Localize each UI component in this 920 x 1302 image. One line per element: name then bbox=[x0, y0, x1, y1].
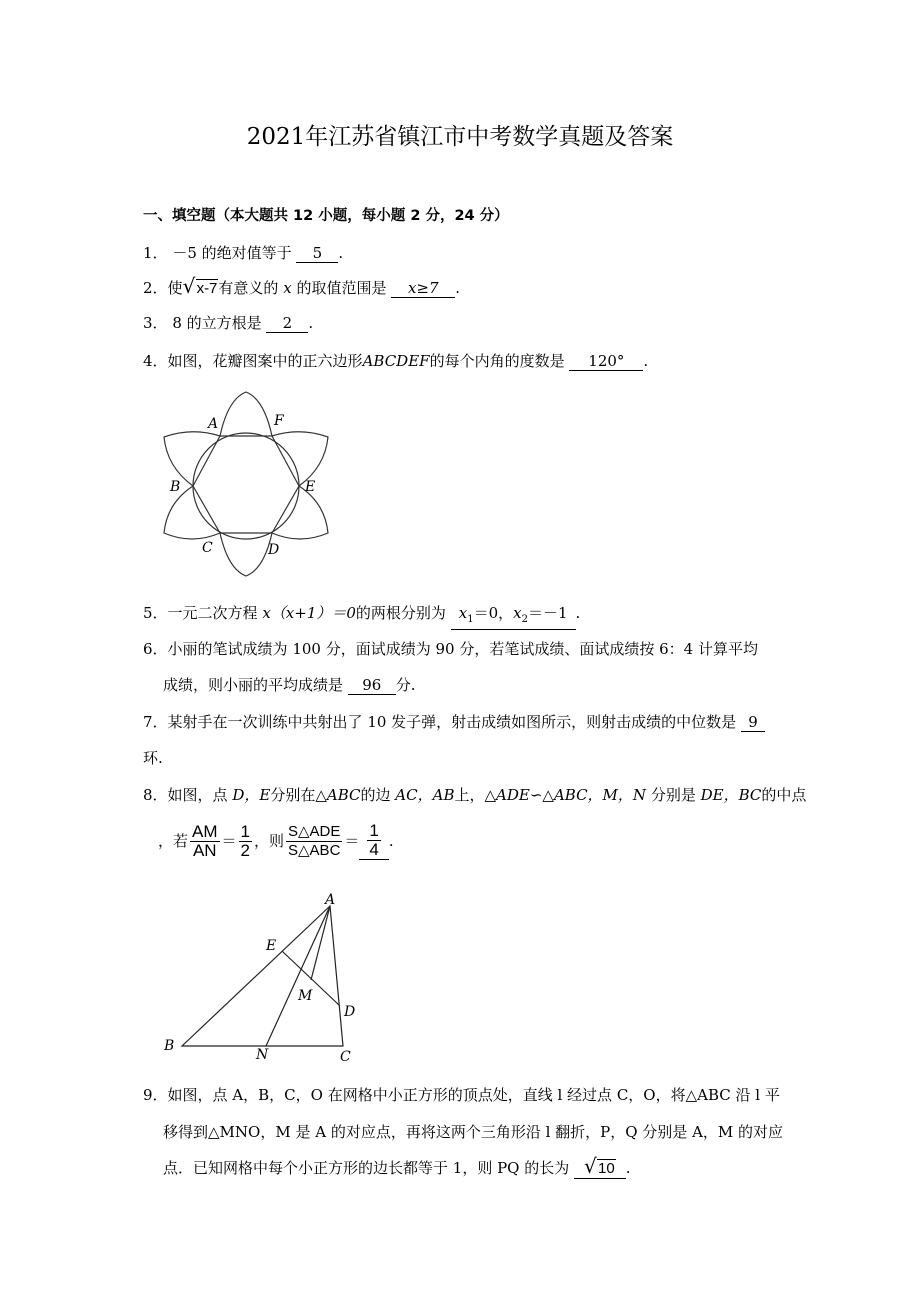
circle bbox=[193, 433, 299, 539]
q6-line1: 小丽的笔试成绩为 100 分，面试成绩为 90 分，若笔试成绩、面试成绩按 6：4 计算平均 bbox=[167, 640, 758, 658]
q5-equation: x（x+1）＝0 bbox=[262, 604, 356, 622]
q8-text-b: D，E bbox=[232, 786, 271, 804]
q2-mid: 有意义的 bbox=[218, 279, 279, 297]
q3-answer: 2 bbox=[266, 314, 308, 333]
question-1 bbox=[143, 243, 343, 263]
q9-line1: 如图，点 A，B，C，O 在网格中小正方形的顶点处，直线 l 经过点 C，O，将△ABC 沿 l 平 bbox=[167, 1086, 780, 1104]
figure-flower-hexagon bbox=[150, 385, 340, 580]
q5-number: 5． bbox=[143, 604, 168, 622]
petal-upper-right bbox=[272, 432, 328, 486]
q6-number: 6． bbox=[143, 640, 168, 658]
question-4 bbox=[143, 351, 648, 371]
q8-text-m: 的中点 bbox=[761, 786, 807, 804]
label-B: B bbox=[170, 479, 181, 495]
q5-ans1-val: ＝0， bbox=[473, 604, 514, 622]
frac-an: AN bbox=[192, 840, 217, 860]
q5-ans1-sub: 1 bbox=[467, 614, 474, 625]
segment-am bbox=[311, 906, 330, 980]
q9-answer bbox=[574, 1154, 626, 1179]
q3-end: . bbox=[308, 314, 314, 332]
q1-number: 1． bbox=[143, 244, 168, 262]
q1-text: －5 的绝对值等于 bbox=[172, 244, 292, 262]
hexagon bbox=[193, 436, 299, 533]
q8-answer bbox=[359, 822, 388, 860]
petal-upper-left bbox=[164, 432, 220, 486]
figure-triangle bbox=[158, 888, 368, 1068]
q9-line3-pre: 点．已知网格中每个小正方形的边长都等于 1，则 PQ 的长为 bbox=[163, 1159, 570, 1177]
q5-ans1-var: x bbox=[458, 604, 468, 622]
q5-ans2-sub: 2 bbox=[521, 614, 528, 625]
petal-lower-right bbox=[272, 486, 328, 539]
q6-line2-post: 分. bbox=[395, 676, 416, 694]
q5-pre: 一元二次方程 bbox=[167, 604, 258, 622]
q8-end: . bbox=[388, 832, 394, 850]
q5-ans2-var: x bbox=[513, 604, 522, 622]
q1-end: . bbox=[338, 244, 344, 262]
label-B: B bbox=[164, 1038, 175, 1054]
frac-2: 2 bbox=[240, 840, 250, 860]
q6-line2-pre: 成绩，则小丽的平均成绩是 bbox=[163, 676, 344, 694]
q8-text-l: DE，BC bbox=[700, 786, 762, 804]
fraction-area-ratio bbox=[286, 823, 342, 860]
q4-pre: 如图，花瓣图案中的正六边形 bbox=[167, 352, 363, 370]
frac-am: AM bbox=[192, 821, 218, 841]
fraction-am-an bbox=[190, 823, 220, 860]
question-7 bbox=[143, 712, 765, 732]
q9-number: 9． bbox=[143, 1086, 168, 1104]
q8-line2-mid: ，则 bbox=[254, 832, 285, 850]
q2-pre: 使 bbox=[167, 279, 183, 297]
q2-sqrt bbox=[182, 274, 219, 299]
segment-an bbox=[266, 906, 330, 1046]
q8-equals-2: ＝ bbox=[344, 832, 360, 850]
question-9 bbox=[143, 1085, 780, 1105]
q4-answer: 120° bbox=[569, 352, 643, 371]
question-5 bbox=[143, 603, 580, 630]
q2-number: 2． bbox=[143, 279, 168, 297]
q3-text: 8 的立方根是 bbox=[172, 314, 262, 332]
sqrt-symbol: √ bbox=[584, 1154, 597, 1178]
petal-top bbox=[220, 392, 272, 436]
q8-equals-1: ＝ bbox=[221, 832, 237, 850]
label-C: C bbox=[202, 540, 213, 556]
label-C: C bbox=[340, 1049, 351, 1065]
q2-post: 的取值范围是 bbox=[296, 279, 387, 297]
q8-text-c: 分别在△ bbox=[270, 786, 327, 804]
label-D: D bbox=[344, 1004, 356, 1020]
q4-end: . bbox=[643, 352, 649, 370]
label-N: N bbox=[256, 1047, 269, 1063]
q3-number: 3． bbox=[143, 314, 168, 332]
q5-end: . bbox=[575, 604, 581, 622]
q5-ans2-val: ＝－1 bbox=[527, 604, 568, 622]
q8-text-f: AC，AB bbox=[395, 786, 455, 804]
q8-text-d: ABC bbox=[326, 786, 361, 804]
question-3 bbox=[143, 313, 313, 333]
frac-ans-num: 1 bbox=[369, 821, 379, 840]
q9-end: . bbox=[625, 1159, 631, 1177]
q7-number: 7． bbox=[143, 713, 168, 731]
fraction-one-half bbox=[239, 823, 252, 860]
q8-number: 8． bbox=[143, 786, 168, 804]
q5-answer bbox=[451, 604, 576, 630]
q8-text-h: ADE bbox=[496, 786, 530, 804]
question-2 bbox=[143, 274, 461, 299]
fraction-one-quarter bbox=[367, 822, 380, 859]
q4-number: 4． bbox=[143, 352, 168, 370]
q8-text-i: ∽△ bbox=[529, 786, 554, 804]
frac-1: 1 bbox=[240, 821, 250, 841]
q2-end: . bbox=[455, 279, 461, 297]
question-8 bbox=[143, 785, 806, 805]
q8-text-j: ABC，M，N bbox=[553, 786, 647, 804]
q8-text-g: 上，△ bbox=[454, 786, 497, 804]
label-A: A bbox=[325, 892, 336, 908]
question-9-line2: 移得到△MNO，M 是 A 的对应点，再将这两个三角形沿 l 翻折，P，Q 分别是 A，M 的对应 bbox=[163, 1123, 784, 1141]
question-8-line2 bbox=[158, 822, 394, 860]
sqrt-symbol: √ bbox=[182, 274, 196, 298]
q9-sqrt bbox=[584, 1154, 616, 1178]
label-E: E bbox=[305, 479, 316, 495]
q2-var: x bbox=[283, 279, 292, 297]
q7-line1: 某射手在一次训练中共射出了 10 发子弹，射击成绩如图所示，则射击成绩的中位数是 bbox=[167, 713, 737, 731]
label-E: E bbox=[266, 938, 277, 954]
q4-shape: ABCDEF bbox=[362, 352, 430, 370]
q2-answer: x≥7 bbox=[391, 279, 455, 298]
q9-radicand: 10 bbox=[598, 1160, 615, 1177]
q8-text-a: 如图，点 bbox=[167, 786, 228, 804]
label-M: M bbox=[298, 988, 313, 1004]
question-9-line3 bbox=[163, 1154, 631, 1179]
frac-ans-den: 4 bbox=[369, 840, 379, 859]
q5-post: 的两根分别为 bbox=[355, 604, 446, 622]
question-7-line2: 环. bbox=[143, 749, 163, 767]
q2-radicand: x-7 bbox=[196, 280, 218, 297]
triangle-abc bbox=[182, 906, 343, 1046]
q4-post: 的每个内角的度数是 bbox=[429, 352, 565, 370]
frac-s-abc: S△ABC bbox=[288, 841, 341, 859]
label-F: F bbox=[274, 413, 284, 429]
q1-answer: 5 bbox=[296, 244, 338, 263]
q8-line2-pre: ，若 bbox=[158, 832, 189, 850]
question-6 bbox=[143, 639, 758, 659]
q7-answer: 9 bbox=[741, 713, 765, 732]
frac-s-ade: S△ADE bbox=[288, 822, 341, 840]
label-A: A bbox=[208, 416, 219, 432]
section-heading: 一、填空题（本大题共 12 小题，每小题 2 分，24 分） bbox=[143, 208, 509, 224]
page-title: 2021年江苏省镇江市中考数学真题及答案 bbox=[246, 124, 674, 150]
q8-text-e: 的边 bbox=[360, 786, 391, 804]
question-6-line2 bbox=[163, 675, 416, 695]
q8-text-k: 分别是 bbox=[650, 786, 696, 804]
q6-answer: 96 bbox=[348, 676, 396, 695]
label-D: D bbox=[268, 542, 280, 558]
